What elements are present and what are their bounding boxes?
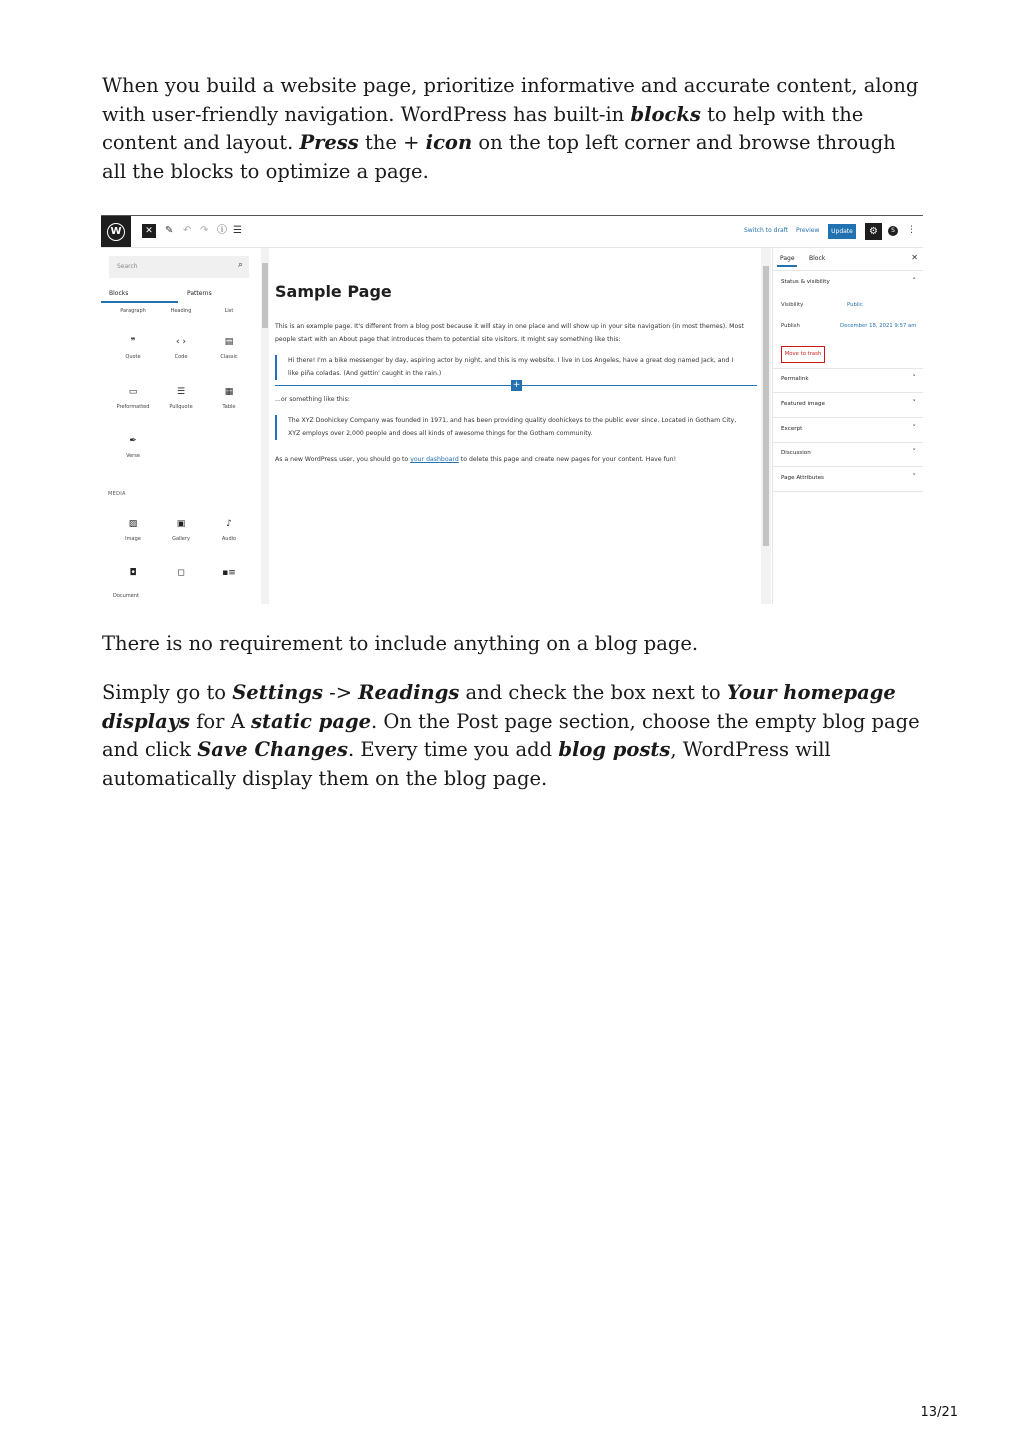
undo-icon[interactable]: ↶ (183, 225, 192, 236)
preformatted-icon: ▭ (128, 387, 138, 397)
chevron-down-icon[interactable]: ˅ (912, 424, 916, 432)
quote-block[interactable]: The XYZ Doohickey Company was founded in 1971, and has been providing quality doohickeys to the public ever since. Located in Gotham City, XYZ employs over 2,000 people and does all kinds of awesome things for the Gotham community. (275, 415, 743, 440)
search-placeholder: Search (117, 263, 138, 270)
divider (773, 368, 923, 369)
status-visibility-heading[interactable]: Status & visibility (781, 279, 830, 285)
chevron-down-icon[interactable]: ˅ (912, 473, 916, 481)
block-label: Audio (221, 536, 237, 542)
instructions-paragraph: Simply go to Settings -> Readings and check the box next to Your homepage displays for A static page. On the Post page section, choose the empty blog page and click Save Changes. Every time you add blog posts, WordPress will automatically display them on the blog page. (102, 681, 920, 790)
tab-block[interactable]: Block (809, 255, 826, 262)
code-icon: ‹ › (175, 337, 187, 347)
paragraph-block[interactable]: ...or something like this: (275, 396, 350, 403)
block-audio[interactable] (205, 518, 253, 542)
divider (773, 466, 923, 467)
block-classic[interactable] (205, 336, 253, 360)
visibility-value[interactable]: Public (847, 302, 863, 308)
quote-icon: ❞ (130, 337, 136, 347)
block-label: Pullquote (169, 404, 193, 410)
block-verse[interactable] (109, 435, 157, 459)
chevron-down-icon[interactable]: ˅ (912, 374, 916, 382)
file-icon: ◘ (129, 568, 137, 578)
chevron-up-icon[interactable]: ˄ (912, 277, 916, 285)
add-block-icon[interactable]: + (512, 380, 521, 390)
block-document-label: Document (113, 593, 139, 599)
block-cover[interactable] (157, 567, 205, 579)
info-icon[interactable]: ⓘ (217, 225, 227, 236)
edit-tool-icon[interactable]: ✎ (165, 225, 174, 236)
panel-permalink[interactable]: Permalink (781, 376, 809, 382)
editor-canvas (269, 248, 761, 604)
block-label: Gallery (172, 536, 190, 542)
editor-topbar (101, 216, 923, 248)
chevron-down-icon[interactable]: ˅ (912, 448, 916, 456)
chevron-down-icon[interactable]: ˅ (912, 399, 916, 407)
image-icon: ▨ (128, 519, 138, 529)
block-file[interactable] (109, 567, 157, 579)
search-icon: ⌕ (237, 260, 243, 270)
block-label: Preformatted (116, 404, 150, 410)
list-view-icon[interactable]: ☰ (233, 225, 242, 236)
publish-date-value[interactable]: December 18, 2021 9:57 am (840, 323, 917, 329)
divider (773, 442, 923, 443)
scrollbar-thumb[interactable] (763, 266, 769, 546)
gallery-icon: ▣ (176, 519, 186, 529)
canvas-scrollbar[interactable] (761, 248, 771, 604)
intro-paragraph: When you build a website page, prioritize informative and accurate content, along with user-friendly navigation. WordPress has built-in blocks to help with the content and layout. Press the + icon on the top left corner and browse through all the blocks to optimize a page. (102, 74, 919, 183)
tab-page[interactable]: Page (780, 255, 795, 262)
block-paragraph[interactable] (109, 308, 157, 314)
block-quote[interactable] (109, 336, 157, 360)
visibility-label: Visibility (781, 302, 804, 308)
block-preformatted[interactable] (109, 386, 157, 410)
block-pullquote[interactable] (157, 386, 205, 410)
plugin-icon[interactable]: S (888, 226, 898, 236)
block-list[interactable] (205, 308, 253, 314)
redo-icon[interactable]: ↷ (200, 225, 209, 236)
cover-icon: ◻ (177, 568, 185, 578)
divider (773, 417, 923, 418)
wordpress-editor-screenshot (101, 215, 923, 604)
panel-discussion[interactable]: Discussion (781, 450, 811, 456)
block-label: Verse (126, 453, 140, 459)
block-label: List (224, 308, 234, 314)
block-label: Table (222, 404, 236, 410)
tab-blocks[interactable]: Blocks (109, 290, 129, 297)
dashboard-link[interactable]: your dashboard (410, 456, 459, 463)
paragraph-text: As a new WordPress user, you should go to (275, 456, 411, 463)
update-button[interactable]: Update (828, 224, 856, 239)
media-text-icon: ▪≡ (222, 568, 236, 578)
block-label: Image (125, 536, 141, 542)
panel-excerpt[interactable]: Excerpt (781, 426, 803, 432)
verse-icon: ✒ (129, 436, 137, 446)
block-label: Code (174, 354, 188, 360)
block-label: Classic (220, 354, 238, 360)
more-options-icon[interactable]: ⋮ (907, 225, 916, 235)
settings-icon[interactable]: ⚙ (865, 223, 882, 240)
paragraph-block[interactable]: This is an example page. It's different from a blog post because it will stay in one place and will show up in your site navigation (in most themes). Most people start with an About page that introduces them to potential site visitors. It might say something like this: (275, 323, 744, 343)
settings-sidebar (772, 248, 923, 604)
active-tab-indicator (777, 265, 797, 267)
classic-icon: ▤ (224, 337, 234, 347)
move-to-trash-button[interactable]: Move to trash (781, 346, 825, 363)
page-title[interactable]: Sample Page (275, 282, 392, 301)
table-icon: ▦ (224, 387, 234, 397)
close-icon[interactable]: ✕ (142, 224, 156, 238)
media-category-label: MEDIA (108, 491, 126, 497)
active-tab-indicator (101, 301, 178, 303)
block-inserter-panel (101, 248, 261, 604)
publish-label: Publish (781, 323, 800, 329)
paragraph-block[interactable] (275, 454, 745, 467)
divider (773, 270, 923, 271)
wordpress-logo[interactable] (101, 216, 131, 247)
paragraph-text: to delete this page and create new pages for your content. Have fun! (458, 456, 677, 463)
preview-link[interactable]: Preview (796, 227, 820, 234)
block-image[interactable] (109, 518, 157, 542)
panel-featured-image[interactable]: Featured image (781, 401, 825, 407)
search-input[interactable] (109, 256, 249, 278)
pullquote-icon: ☰ (176, 387, 186, 397)
block-label: Paragraph (120, 308, 146, 314)
switch-to-draft-link[interactable]: Switch to draft (744, 227, 788, 234)
block-table[interactable] (205, 386, 253, 410)
block-heading[interactable] (157, 308, 205, 314)
inserter-scrollbar[interactable] (261, 248, 269, 604)
divider (773, 392, 923, 393)
divider (773, 491, 923, 492)
tab-patterns[interactable]: Patterns (187, 290, 212, 297)
block-media-text[interactable] (205, 567, 253, 579)
blog-page-paragraph: There is no requirement to include anything on a blog page. (102, 632, 699, 655)
block-code[interactable] (157, 336, 205, 360)
scrollbar-thumb[interactable] (262, 263, 268, 328)
wordpress-logo-icon: W (107, 223, 125, 241)
panel-page-attributes[interactable]: Page Attributes (781, 475, 824, 481)
audio-icon: ♪ (226, 519, 232, 529)
block-label: Quote (125, 354, 141, 360)
quote-block[interactable]: Hi there! I'm a bike messenger by day, aspiring actor by night, and this is my website. I live in Los Angeles, have a great dog named Jack, and I like piña coladas. (And gettin' caught in the rain.) (275, 355, 743, 380)
page-number: 13/21 (920, 1405, 958, 1420)
block-label: Heading (170, 308, 192, 314)
block-gallery[interactable] (157, 518, 205, 542)
close-icon[interactable]: ✕ (911, 253, 918, 262)
